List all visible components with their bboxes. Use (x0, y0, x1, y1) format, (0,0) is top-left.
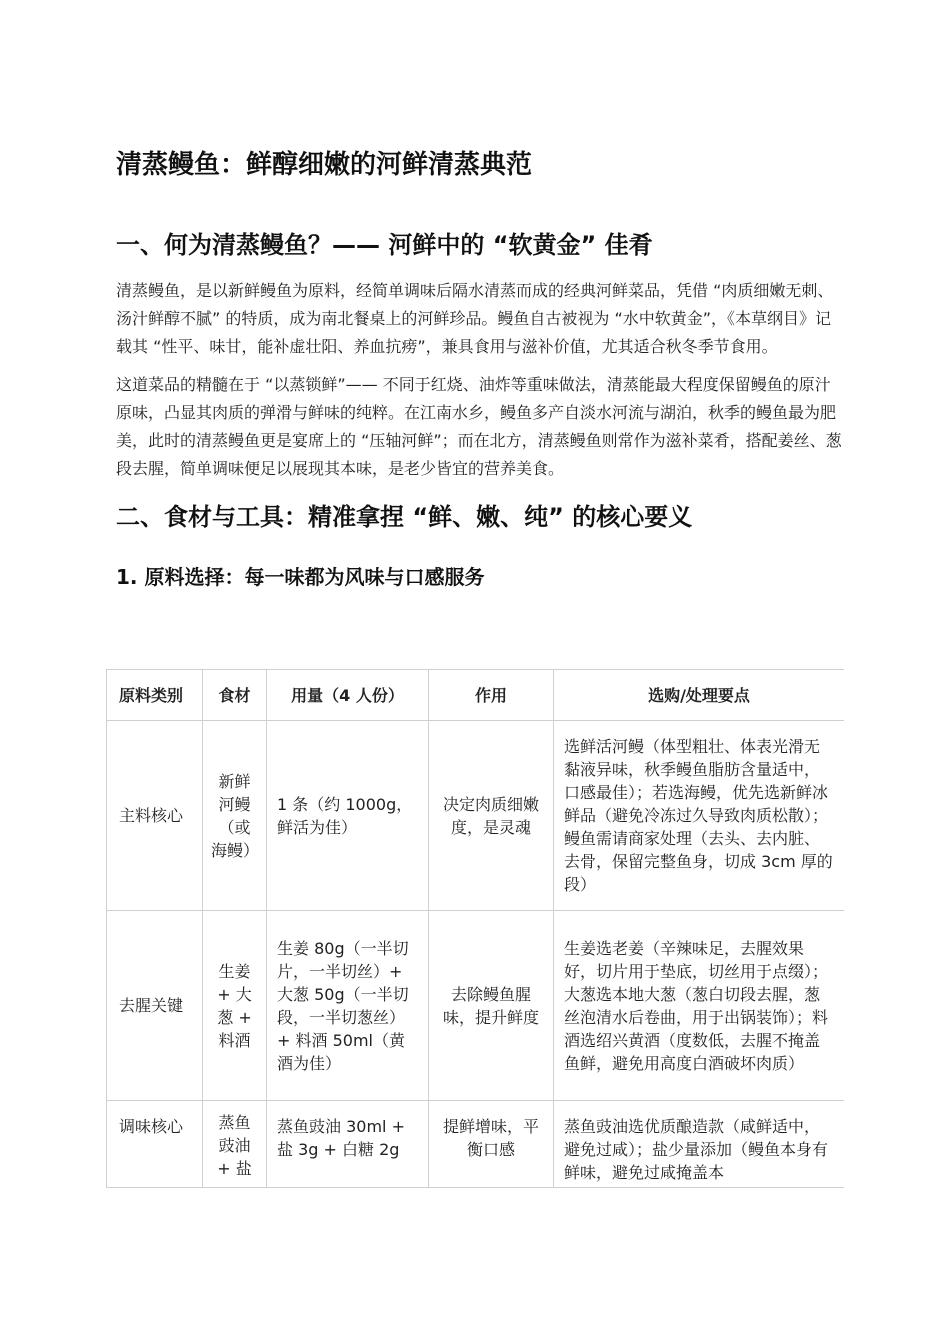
header-role: 作用 (429, 670, 554, 721)
header-amount: 用量（4 人份） (267, 670, 429, 721)
header-category: 原料类别 (107, 670, 203, 721)
cell-role: 提鲜增味，平衡口感 (429, 1101, 554, 1189)
cell-food: 新鲜河鳗（或海鳗） (203, 721, 267, 911)
ingredients-table (106, 669, 844, 1188)
document-title: 清蒸鳗鱼：鲜醇细嫩的河鲜清蒸典范 (116, 150, 533, 180)
cell-amount: 蒸鱼豉油 30ml + 盐 3g + 白糖 2g (267, 1101, 429, 1189)
cell-tips: 生姜选老姜（辛辣味足，去腥效果好，切片用于垫底，切丝用于点缀）；大葱选本地大葱（葱白切段去腥，葱丝泡清水后卷曲，用于出锅装饰）；料酒选绍兴黄酒（度数低，去腥不掩盖鱼鲜，避免用高度白酒破坏肉质） (554, 911, 845, 1101)
header-tips: 选购/处理要点 (554, 670, 845, 721)
cell-amount: 1 条（约 1000g，鲜活为佳） (267, 721, 429, 911)
table-row (107, 721, 845, 911)
cell-food: 生姜 + 大葱 + 料酒 (203, 911, 267, 1101)
cell-tips: 蒸鱼豉油选优质酿造款（咸鲜适中，避免过咸）；盐少量添加（鳗鱼本身有鲜味，避免过咸掩盖本 (554, 1101, 845, 1189)
cell-role: 决定肉质细嫩度，是灵魂 (429, 721, 554, 911)
cell-role: 去除鳗鱼腥味，提升鲜度 (429, 911, 554, 1101)
section1-paragraph-1: 清蒸鳗鱼，是以新鲜鳗鱼为原料，经简单调味后隔水清蒸而成的经典河鲜菜品，凭借 “肉质细嫩无刺、汤汁鲜醇不腻” 的特质，成为南北餐桌上的河鲜珍品。鳗鱼自古被视为 “水中软黄金”，《本草纲目》记载其 “性平、味甘，能补虚壮阳、养血抗痨”，兼具食用与滋补价值，尤其适合秋冬季节食用。 (116, 281, 834, 356)
table-header-row (107, 670, 845, 721)
cell-amount: 生姜 80g（一半切片，一半切丝）+ 大葱 50g（一半切段，一半切葱丝）+ 料酒 50ml（黄酒为佳） (267, 911, 429, 1101)
cell-category: 调味核心 (107, 1101, 203, 1189)
section1-heading: 一、何为清蒸鳗鱼？—— 河鲜中的 “软黄金” 佳肴 (116, 231, 653, 259)
table-row (107, 1101, 845, 1189)
cell-food: 蒸鱼豉油 + 盐 (203, 1101, 267, 1189)
section2-subheading-1: 1. 原料选择：每一味都为风味与口感服务 (116, 565, 485, 589)
table-row (107, 911, 845, 1101)
cell-category: 去腥关键 (107, 911, 203, 1101)
ingredients-table-wrapper (106, 669, 844, 1188)
document-page (116, 145, 846, 635)
cell-category: 主料核心 (107, 721, 203, 911)
section1-paragraph-2: 这道菜品的精髓在于 “以蒸锁鲜”—— 不同于红烧、油炸等重味做法，清蒸能最大程度保留鳗鱼的原汁原味，凸显其肉质的弹滑与鲜味的纯粹。在江南水乡，鳗鱼多产自淡水河流与湖泊，秋季的鳗鱼最为肥美，此时的清蒸鳗鱼更是宴席上的 “压轴河鲜”；而在北方，清蒸鳗鱼则常作为滋补菜肴，搭配姜丝、葱段去腥，简单调味便足以展现其本味，是老少皆宜的营养美食。 (116, 375, 842, 478)
section2-heading: 二、食材与工具：精准拿捏 “鲜、嫩、纯” 的核心要义 (116, 503, 693, 531)
header-food: 食材 (203, 670, 267, 721)
cell-tips: 选鲜活河鳗（体型粗壮、体表光滑无黏液异味，秋季鳗鱼脂肪含量适中，口感最佳）；若选海鳗，优先选新鲜冰鲜品（避免冷冻过久导致肉质松散）；鳗鱼需请商家处理（去头、去内脏、去骨，保留完整鱼身，切成 3cm 厚的段） (554, 721, 845, 911)
